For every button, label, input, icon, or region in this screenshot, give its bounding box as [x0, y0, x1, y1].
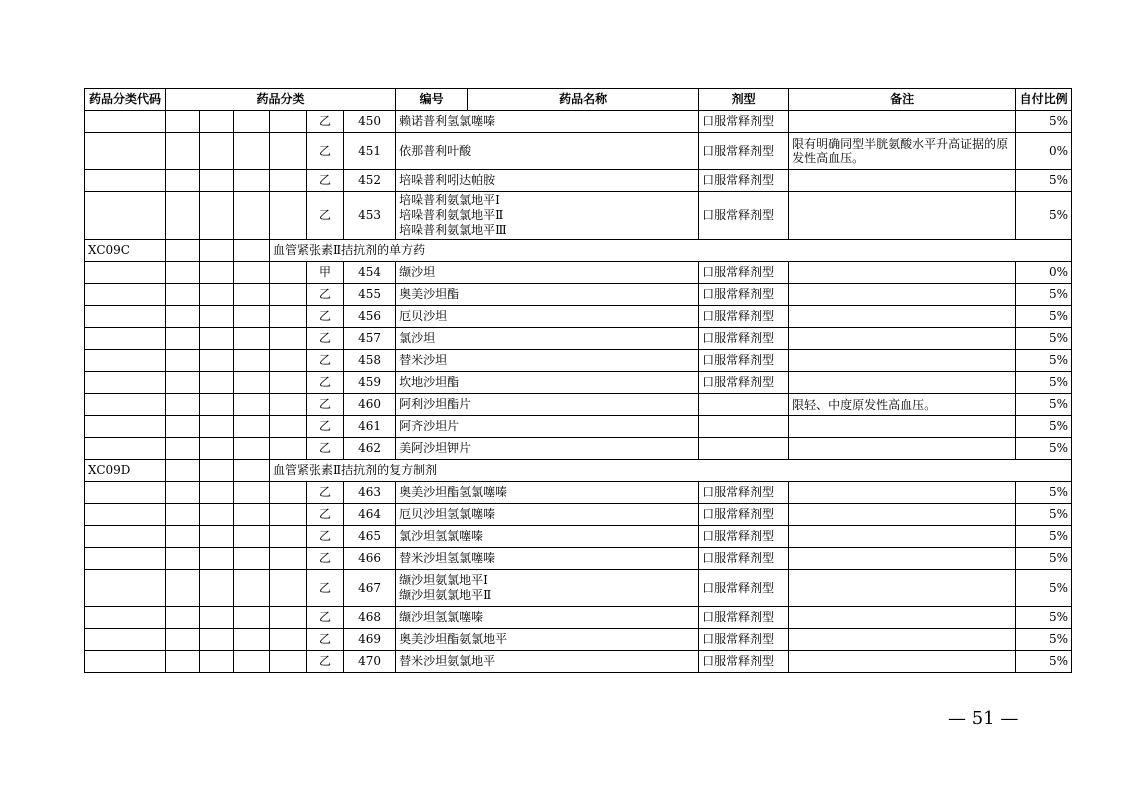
empty-cell [166, 548, 200, 570]
dosage-form: 口服常释剂型 [699, 482, 789, 504]
dosage-form: 口服常释剂型 [699, 607, 789, 629]
drug-name [396, 111, 699, 133]
empty-cell [200, 460, 234, 482]
drug-number: 463 [344, 482, 396, 504]
empty-cell [234, 262, 270, 284]
drug-name-line: 缬沙坦氨氯地平Ⅰ [399, 573, 488, 587]
empty-cell [166, 416, 200, 438]
empty-cell [166, 284, 200, 306]
empty-cell [166, 240, 200, 262]
empty-cell [234, 504, 270, 526]
remarks [789, 284, 1016, 306]
copay-ratio: 5% [1016, 651, 1072, 673]
empty-cell [85, 262, 166, 284]
drug-number: 464 [344, 504, 396, 526]
drug-name-line: 培哚普利氨氯地平Ⅲ [399, 223, 507, 237]
empty-cell [270, 438, 307, 460]
empty-cell [200, 328, 234, 350]
dosage-form: 口服常释剂型 [699, 350, 789, 372]
drug-number: 452 [344, 170, 396, 192]
empty-cell [270, 284, 307, 306]
table-row [85, 394, 1072, 416]
drug-name [396, 651, 699, 673]
empty-cell [234, 350, 270, 372]
empty-cell [234, 460, 270, 482]
empty-cell [166, 629, 200, 651]
drug-number: 451 [344, 133, 396, 170]
empty-cell [234, 548, 270, 570]
table-row [85, 306, 1072, 328]
empty-cell [166, 651, 200, 673]
empty-cell [200, 133, 234, 170]
empty-cell [234, 570, 270, 607]
remarks [789, 416, 1016, 438]
drug-number: 455 [344, 284, 396, 306]
empty-cell [85, 133, 166, 170]
table-row [85, 548, 1072, 570]
drug-name-line: 缬沙坦 [399, 265, 436, 279]
section-name: 血管紧张素Ⅱ拮抗剂的复方制剂 [270, 460, 1072, 482]
empty-cell [200, 262, 234, 284]
table-row [85, 262, 1072, 284]
empty-cell [85, 438, 166, 460]
empty-cell [200, 438, 234, 460]
empty-cell [270, 482, 307, 504]
empty-cell [234, 170, 270, 192]
drug-name-line: 培哚普利氨氯地平Ⅰ [399, 193, 500, 207]
drug-name-line: 美阿沙坦钾片 [399, 441, 472, 455]
drug-name-line: 替米沙坦氢氯噻嗪 [399, 551, 496, 565]
empty-cell [234, 482, 270, 504]
drug-name [396, 607, 699, 629]
drug-name [396, 629, 699, 651]
drug-name-line: 阿齐沙坦片 [399, 419, 460, 433]
table-row [85, 170, 1072, 192]
dosage-form: 口服常释剂型 [699, 170, 789, 192]
remarks [789, 438, 1016, 460]
drug-name-line: 培哚普利吲达帕胺 [399, 173, 496, 187]
empty-cell [200, 570, 234, 607]
empty-cell [200, 526, 234, 548]
remarks [789, 570, 1016, 607]
empty-cell [270, 192, 307, 240]
header-note: 备注 [789, 89, 1016, 111]
copay-ratio: 5% [1016, 629, 1072, 651]
remarks [789, 306, 1016, 328]
table-row [85, 570, 1072, 607]
header-ratio: 自付比例 [1016, 89, 1072, 111]
table-row [85, 192, 1072, 240]
drug-class: 乙 [307, 192, 344, 240]
drug-class: 乙 [307, 438, 344, 460]
empty-cell [270, 651, 307, 673]
drug-number: 459 [344, 372, 396, 394]
drug-name [396, 306, 699, 328]
drug-name [396, 570, 699, 607]
dosage-form: 口服常释剂型 [699, 372, 789, 394]
empty-cell [200, 548, 234, 570]
empty-cell [85, 328, 166, 350]
header-code: 药品分类代码 [85, 89, 166, 111]
remarks [789, 111, 1016, 133]
empty-cell [234, 394, 270, 416]
empty-cell [200, 111, 234, 133]
empty-cell [234, 438, 270, 460]
table-row [85, 504, 1072, 526]
copay-ratio: 5% [1016, 607, 1072, 629]
remarks [789, 170, 1016, 192]
empty-cell [85, 111, 166, 133]
empty-cell [166, 460, 200, 482]
empty-cell [200, 192, 234, 240]
drug-number: 465 [344, 526, 396, 548]
empty-cell [200, 372, 234, 394]
empty-cell [270, 350, 307, 372]
empty-cell [234, 240, 270, 262]
drug-class: 乙 [307, 394, 344, 416]
empty-cell [85, 416, 166, 438]
table-row [85, 526, 1072, 548]
table-row [85, 438, 1072, 460]
empty-cell [270, 133, 307, 170]
table-row [85, 350, 1072, 372]
dosage-form: 口服常释剂型 [699, 570, 789, 607]
empty-cell [270, 170, 307, 192]
empty-cell [270, 372, 307, 394]
empty-cell [270, 607, 307, 629]
dosage-form [699, 416, 789, 438]
header-form: 剂型 [699, 89, 789, 111]
empty-cell [270, 526, 307, 548]
empty-cell [85, 192, 166, 240]
copay-ratio: 5% [1016, 306, 1072, 328]
drug-class: 乙 [307, 306, 344, 328]
copay-ratio: 5% [1016, 394, 1072, 416]
empty-cell [85, 482, 166, 504]
drug-class: 甲 [307, 262, 344, 284]
table-row [85, 482, 1072, 504]
empty-cell [166, 607, 200, 629]
drug-name-line: 缬沙坦氢氯噻嗪 [399, 610, 484, 624]
empty-cell [270, 570, 307, 607]
remarks [789, 192, 1016, 240]
remarks [789, 350, 1016, 372]
drug-name [396, 526, 699, 548]
empty-cell [200, 504, 234, 526]
remarks [789, 482, 1016, 504]
empty-cell [270, 629, 307, 651]
drug-number: 458 [344, 350, 396, 372]
empty-cell [200, 416, 234, 438]
drug-name-line: 厄贝沙坦氢氯噻嗪 [399, 507, 496, 521]
empty-cell [166, 394, 200, 416]
empty-cell [85, 629, 166, 651]
copay-ratio: 5% [1016, 438, 1072, 460]
empty-cell [234, 607, 270, 629]
table-row [85, 416, 1072, 438]
empty-cell [270, 394, 307, 416]
empty-cell [234, 372, 270, 394]
empty-cell [234, 629, 270, 651]
header-number: 编号 [396, 89, 468, 111]
copay-ratio: 5% [1016, 416, 1072, 438]
dosage-form: 口服常释剂型 [699, 111, 789, 133]
section-code: XC09D [85, 460, 166, 482]
drug-class: 乙 [307, 284, 344, 306]
empty-cell [200, 482, 234, 504]
empty-cell [270, 328, 307, 350]
dosage-form: 口服常释剂型 [699, 548, 789, 570]
drug-number: 470 [344, 651, 396, 673]
empty-cell [166, 504, 200, 526]
empty-cell [85, 394, 166, 416]
drug-class: 乙 [307, 170, 344, 192]
drug-number: 454 [344, 262, 396, 284]
drug-name-line: 培哚普利氨氯地平Ⅱ [399, 208, 504, 222]
dosage-form: 口服常释剂型 [699, 526, 789, 548]
empty-cell [200, 629, 234, 651]
empty-cell [166, 372, 200, 394]
empty-cell [85, 607, 166, 629]
drug-number: 461 [344, 416, 396, 438]
empty-cell [270, 262, 307, 284]
remarks [789, 629, 1016, 651]
empty-cell [200, 607, 234, 629]
remarks [789, 328, 1016, 350]
empty-cell [234, 133, 270, 170]
page-number: — 51 — [948, 708, 1019, 729]
drug-name [396, 170, 699, 192]
empty-cell [234, 284, 270, 306]
dosage-form: 口服常释剂型 [699, 629, 789, 651]
empty-cell [270, 306, 307, 328]
empty-cell [234, 416, 270, 438]
drug-class: 乙 [307, 570, 344, 607]
empty-cell [85, 372, 166, 394]
drug-name [396, 438, 699, 460]
remarks [789, 262, 1016, 284]
remarks: 限轻、中度原发性高血压。 [789, 394, 1016, 416]
remarks: 限有明确同型半胱氨酸水平升高证据的原发性高血压。 [789, 133, 1016, 170]
drug-name-line: 赖诺普利氢氯噻嗪 [399, 114, 496, 128]
empty-cell [85, 284, 166, 306]
drug-class: 乙 [307, 416, 344, 438]
dosage-form: 口服常释剂型 [699, 328, 789, 350]
drug-name-line: 氯沙坦氢氯噻嗪 [399, 529, 484, 543]
empty-cell [85, 570, 166, 607]
copay-ratio: 5% [1016, 570, 1072, 607]
drug-class: 乙 [307, 629, 344, 651]
empty-cell [85, 548, 166, 570]
empty-cell [166, 306, 200, 328]
drug-name [396, 504, 699, 526]
remarks [789, 372, 1016, 394]
copay-ratio: 5% [1016, 526, 1072, 548]
remarks [789, 651, 1016, 673]
empty-cell [166, 133, 200, 170]
dosage-form [699, 394, 789, 416]
copay-ratio: 5% [1016, 350, 1072, 372]
drug-number: 469 [344, 629, 396, 651]
empty-cell [234, 526, 270, 548]
drug-number: 462 [344, 438, 396, 460]
empty-cell [166, 328, 200, 350]
drug-class: 乙 [307, 482, 344, 504]
drug-class: 乙 [307, 651, 344, 673]
dosage-form: 口服常释剂型 [699, 192, 789, 240]
copay-ratio: 0% [1016, 133, 1072, 170]
drug-name [396, 328, 699, 350]
table-row [85, 111, 1072, 133]
header-name: 药品名称 [468, 89, 699, 111]
empty-cell [200, 350, 234, 372]
drug-class: 乙 [307, 328, 344, 350]
drug-number: 453 [344, 192, 396, 240]
drug-class: 乙 [307, 607, 344, 629]
section-code: XC09C [85, 240, 166, 262]
drug-name [396, 262, 699, 284]
section-name: 血管紧张素Ⅱ拮抗剂的单方药 [270, 240, 1072, 262]
table-row [85, 607, 1072, 629]
drug-name-line: 厄贝沙坦 [399, 309, 448, 323]
drug-number: 467 [344, 570, 396, 607]
empty-cell [166, 526, 200, 548]
dosage-form: 口服常释剂型 [699, 133, 789, 170]
empty-cell [166, 570, 200, 607]
empty-cell [234, 111, 270, 133]
remarks [789, 548, 1016, 570]
empty-cell [166, 170, 200, 192]
drug-name-line: 依那普利叶酸 [399, 143, 472, 158]
empty-cell [166, 192, 200, 240]
drug-number: 466 [344, 548, 396, 570]
empty-cell [85, 526, 166, 548]
drug-number: 457 [344, 328, 396, 350]
table-row [85, 328, 1072, 350]
table-row [85, 284, 1072, 306]
empty-cell [200, 240, 234, 262]
drug-class: 乙 [307, 133, 344, 170]
drug-name [396, 548, 699, 570]
drug-class: 乙 [307, 504, 344, 526]
copay-ratio: 5% [1016, 192, 1072, 240]
drug-name [396, 350, 699, 372]
empty-cell [85, 170, 166, 192]
dosage-form: 口服常释剂型 [699, 504, 789, 526]
empty-cell [270, 504, 307, 526]
copay-ratio: 0% [1016, 262, 1072, 284]
copay-ratio: 5% [1016, 170, 1072, 192]
empty-cell [166, 262, 200, 284]
empty-cell [234, 306, 270, 328]
drug-name-line: 奥美沙坦酯 [399, 287, 460, 301]
dosage-form: 口服常释剂型 [699, 651, 789, 673]
drug-name [396, 284, 699, 306]
empty-cell [85, 350, 166, 372]
table-header-row [85, 89, 1072, 111]
drug-number: 460 [344, 394, 396, 416]
empty-cell [200, 651, 234, 673]
header-category: 药品分类 [166, 89, 396, 111]
drug-name-line: 缬沙坦氨氯地平Ⅱ [399, 588, 492, 602]
empty-cell [166, 111, 200, 133]
empty-cell [166, 482, 200, 504]
dosage-form: 口服常释剂型 [699, 306, 789, 328]
empty-cell [234, 328, 270, 350]
drug-name-line: 氯沙坦 [399, 331, 436, 345]
copay-ratio: 5% [1016, 548, 1072, 570]
drug-name-line: 坎地沙坦酯 [399, 375, 460, 389]
table-row [85, 133, 1072, 170]
section-row [85, 240, 1072, 262]
drug-name [396, 416, 699, 438]
remarks [789, 526, 1016, 548]
drug-class: 乙 [307, 111, 344, 133]
empty-cell [85, 651, 166, 673]
remarks [789, 504, 1016, 526]
empty-cell [85, 306, 166, 328]
drug-name [396, 394, 699, 416]
drug-name-line: 奥美沙坦酯氢氯噻嗪 [399, 485, 508, 499]
empty-cell [200, 170, 234, 192]
drug-class: 乙 [307, 372, 344, 394]
empty-cell [166, 438, 200, 460]
drug-name-line: 替米沙坦氨氯地平 [399, 654, 496, 668]
empty-cell [270, 416, 307, 438]
empty-cell [85, 504, 166, 526]
drug-class: 乙 [307, 350, 344, 372]
drug-name-line: 奥美沙坦酯氨氯地平 [399, 632, 508, 646]
empty-cell [234, 192, 270, 240]
table-row [85, 372, 1072, 394]
table-body [85, 111, 1072, 673]
remarks [789, 607, 1016, 629]
copay-ratio: 5% [1016, 111, 1072, 133]
drug-name-line: 替米沙坦 [399, 353, 448, 367]
drug-catalog-table [84, 88, 1072, 673]
drug-name [396, 372, 699, 394]
drug-class: 乙 [307, 548, 344, 570]
empty-cell [270, 548, 307, 570]
section-row [85, 460, 1072, 482]
drug-number: 468 [344, 607, 396, 629]
empty-cell [200, 284, 234, 306]
dosage-form: 口服常释剂型 [699, 262, 789, 284]
drug-number: 456 [344, 306, 396, 328]
empty-cell [270, 111, 307, 133]
dosage-form: 口服常释剂型 [699, 284, 789, 306]
empty-cell [200, 306, 234, 328]
table-row [85, 651, 1072, 673]
drug-name-line: 阿利沙坦酯片 [399, 397, 472, 411]
table-row [85, 629, 1072, 651]
drug-name [396, 192, 699, 240]
copay-ratio: 5% [1016, 504, 1072, 526]
drug-name [396, 133, 699, 170]
copay-ratio: 5% [1016, 284, 1072, 306]
dosage-form [699, 438, 789, 460]
empty-cell [234, 651, 270, 673]
drug-number: 450 [344, 111, 396, 133]
copay-ratio: 5% [1016, 482, 1072, 504]
empty-cell [166, 350, 200, 372]
copay-ratio: 5% [1016, 372, 1072, 394]
empty-cell [200, 394, 234, 416]
drug-class: 乙 [307, 526, 344, 548]
copay-ratio: 5% [1016, 328, 1072, 350]
drug-name [396, 482, 699, 504]
